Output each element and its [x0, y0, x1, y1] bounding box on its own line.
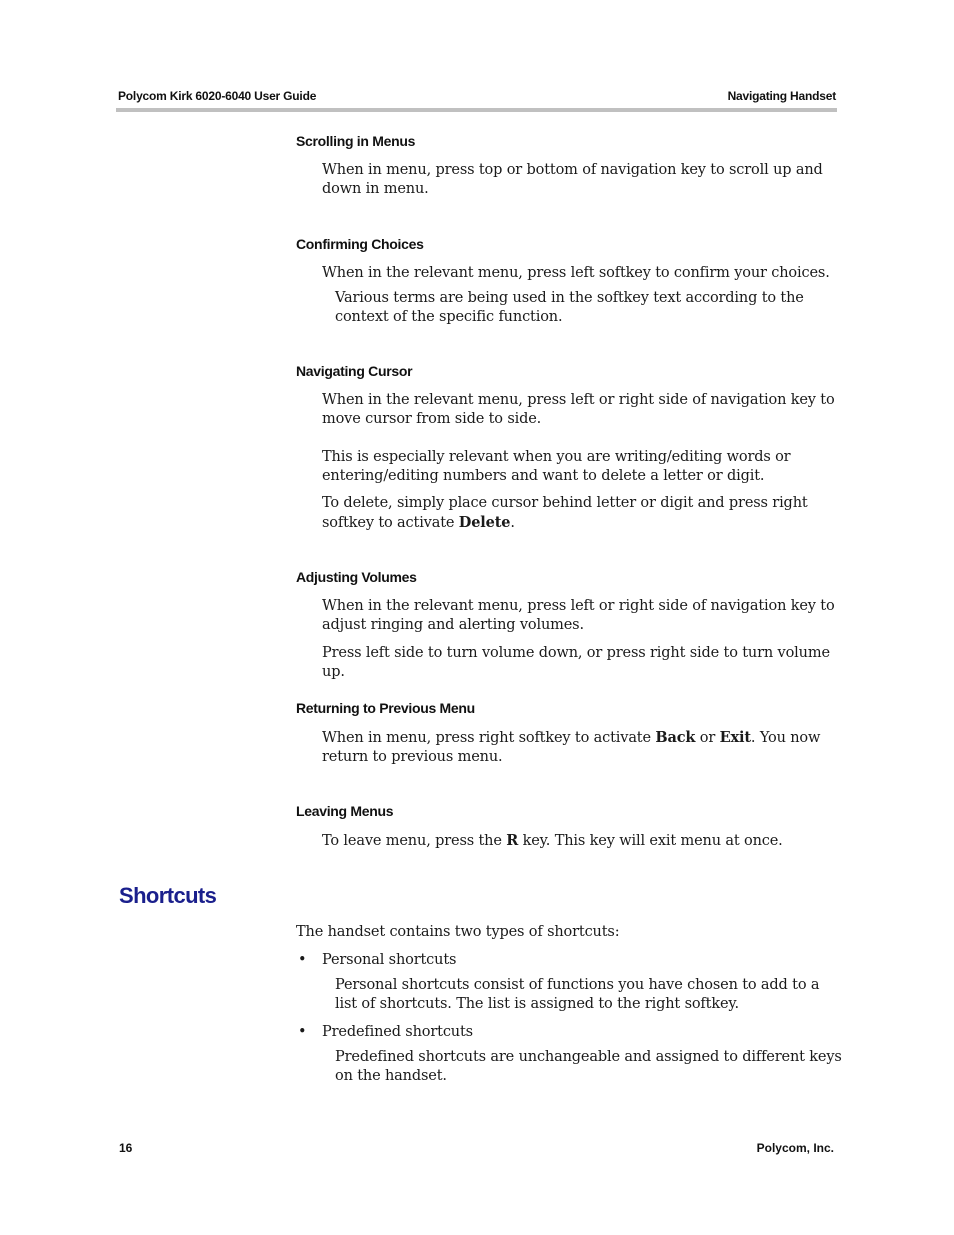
paragraph-cursor-1: When in the relevant menu, press left or right side of navigation key to move cursor from side to side. — [322, 392, 835, 427]
header-chapter-title: Navigating Handset — [727, 89, 836, 103]
heading-adjusting-volumes: Adjusting Volumes — [296, 569, 417, 585]
paragraph-volumes-2: Press left side to turn volume down, or press right side to turn volume up. — [322, 645, 830, 680]
cursor-text-a: To delete, simply place cursor behind letter or digit and press right softkey to activate — [322, 495, 808, 531]
heading-scrolling-in-menus: Scrolling in Menus — [296, 133, 416, 149]
heading-leaving-menus: Leaving Menus — [296, 803, 394, 819]
returning-text-e: . You now return to previous menu. — [322, 730, 821, 765]
cursor-text-c: . — [510, 515, 515, 531]
paragraph-cursor-2: This is especially relevant when you are writing/editing words or entering/editing numbers and want to delete a letter or digit. — [322, 449, 791, 484]
paragraph-confirming: When in the relevant menu, press left softkey to confirm your choices. — [322, 265, 830, 281]
list-item-predefined-shortcuts: Predefined shortcuts — [322, 1024, 473, 1040]
paragraph-scrolling: When in menu, press top or bottom of navigation key to scroll up and down in menu. — [322, 162, 823, 197]
header-guide-title: Polycom Kirk 6020-6040 User Guide — [118, 89, 317, 103]
exit-keyword: Exit — [719, 729, 751, 746]
returning-text-a: When in menu, press right softkey to activate — [322, 730, 656, 746]
footer-page-number: 16 — [119, 1141, 133, 1155]
r-key-keyword: R — [506, 832, 519, 849]
desc-personal-shortcuts: Personal shortcuts consist of functions you have chosen to add to a list of shortcuts. The list is assigned to the right softkey. — [335, 977, 820, 1012]
heading-shortcuts: Shortcuts — [119, 883, 217, 908]
bullet-glyph: • — [298, 1024, 307, 1040]
leaving-text-a: To leave menu, press the — [322, 833, 507, 849]
returning-text-c: or — [695, 730, 720, 746]
paragraph-shortcuts-intro: The handset contains two types of shortcuts: — [296, 924, 620, 940]
leaving-text-c: key. This key will exit menu at once. — [518, 833, 783, 849]
note-confirming: Various terms are being used in the softkey text according to the context of the specific function. — [335, 290, 804, 325]
header-rule — [116, 108, 837, 112]
paragraph-volumes-1: When in the relevant menu, press left or right side of navigation key to adjust ringing and alerting volumes. — [322, 598, 835, 633]
delete-keyword: Delete — [458, 514, 511, 531]
desc-predefined-shortcuts: Predefined shortcuts are unchangeable and assigned to different keys on the handset. — [335, 1049, 842, 1084]
paragraph-returning — [322, 728, 842, 767]
paragraph-leaving — [322, 831, 842, 851]
footer-company: Polycom, Inc. — [756, 1141, 834, 1155]
list-item-personal-shortcuts: Personal shortcuts — [322, 952, 457, 968]
heading-navigating-cursor: Navigating Cursor — [296, 363, 413, 379]
bullet-glyph: • — [298, 952, 307, 968]
heading-confirming-choices: Confirming Choices — [296, 236, 424, 252]
heading-returning-to-previous-menu: Returning to Previous Menu — [296, 700, 475, 716]
paragraph-cursor-3 — [322, 494, 842, 533]
back-keyword: Back — [655, 729, 696, 746]
